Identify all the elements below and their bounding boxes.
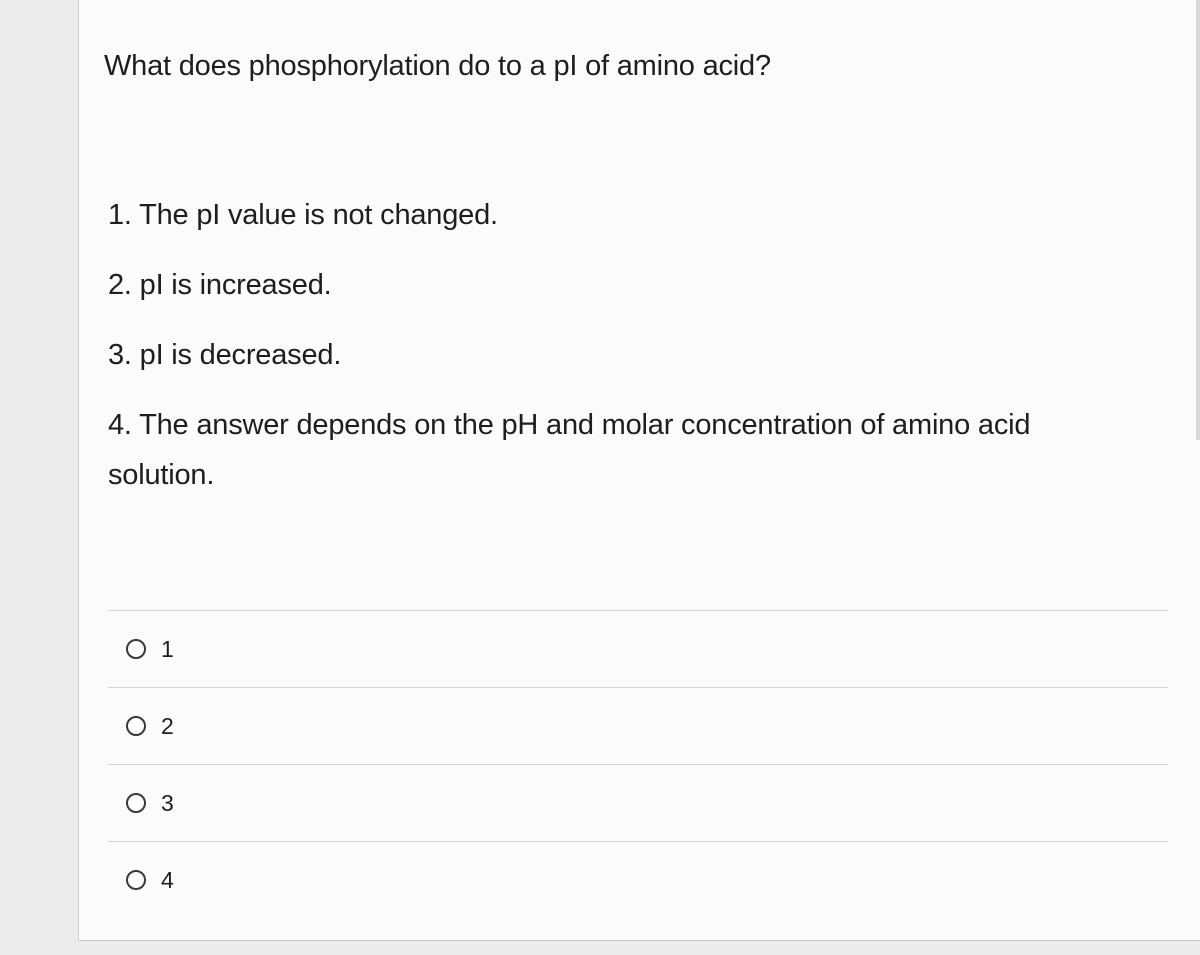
answer-label: 4 xyxy=(161,866,174,893)
choice-text: 1. The pI value is not changed. xyxy=(108,199,498,231)
answer-label: 1 xyxy=(161,635,174,662)
radio-button[interactable] xyxy=(126,716,146,736)
answer-option-1[interactable] xyxy=(108,610,1168,687)
answer-option-2[interactable] xyxy=(108,687,1168,764)
radio-button[interactable] xyxy=(126,793,146,813)
answer-label: 3 xyxy=(161,789,174,816)
choice-text: 2. pI is increased. xyxy=(108,269,332,301)
answer-option-3[interactable] xyxy=(108,764,1168,841)
choice-list xyxy=(108,190,1118,520)
choice-text: 4. The answer depends on the pH and molar concentration of amino acid solution. xyxy=(108,409,1031,491)
radio-button[interactable] xyxy=(126,870,146,890)
radio-button[interactable] xyxy=(126,639,146,659)
card-edge xyxy=(1196,0,1200,440)
answer-option-4[interactable] xyxy=(108,841,1168,918)
answer-options xyxy=(108,610,1168,918)
choice-text: 3. pI is decreased. xyxy=(108,339,342,371)
question-text: What does phosphorylation do to a pI of amino acid? xyxy=(104,50,771,82)
answer-label: 2 xyxy=(161,712,174,739)
